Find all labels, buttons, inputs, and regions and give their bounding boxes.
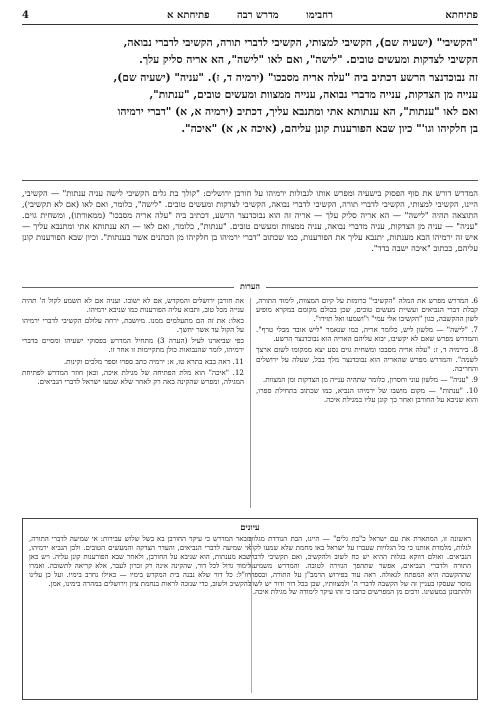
section-divider bbox=[22, 180, 478, 181]
iyunim-left-column: מבאר המדרש כי עיקר החורבן בא בשל שלוש עבירות: אי שמיעה לדברי התורה, אי שמיעה לדברי הנביאים, והעדר הצדקה והמעשים הטובים. ולכן הנביא ירמיהו, שבא מענתות, הוא שניבא על החורבן, ולאחר שבא הפורענות קונן עליה. ויש כאן לימוד גדול לכל דור, שהקינה אינה רק זכרון לעבר, אלא קריאה לתשובה. ואמרו חז"ל: כל דור שלא נבנה בית המקדש בימיו — כאילו נחרב בימיו. ועל כן עלינו להקשיב ולשוב, כדי שנזכה לראות בנחמת ציון וירושלים במהרה בימינו, אמן. bbox=[29, 535, 251, 588]
main-midrash-text bbox=[22, 34, 478, 172]
footnote: כאלו: את זה הם מתעלמים ממנו. מיושבת, ירחה עלולם הקשיבי לדברי ירמיהו על הקול עד אשר יחשך. bbox=[22, 316, 244, 335]
footnote: 9. "עניה" — מלשון עוני וחסרון, כלומר שתהיה ענייה מן הצדקות ומן המצוות. bbox=[262, 374, 478, 384]
column-divider bbox=[250, 298, 251, 508]
footnote: 10. "ענתות" — מקום מושבו של ירמיהו הנביא, כמו שכתוב בתחילת ספרו, והוא שניבא על החורבן ואחר כך קונן עליו במגילת איכה. bbox=[256, 385, 478, 404]
book-title-group bbox=[22, 10, 478, 21]
footnote: 8. בירמיה ד, ז: "עלה אריה מסבכו ומשחית גוים נסע יצא ממקומו לשום ארצך לשמה". והמדרש מפרש שהאריה הוא נבוכדנצר מלך בבל, שעלה על ירושלים והחריבה. bbox=[256, 345, 478, 373]
main-text-line: בן חלקיהו וגו'" כיון שבא הפורענות קונן עליהם, (איכה א, א) "איכה". bbox=[181, 122, 478, 136]
notes-heading-row bbox=[22, 282, 478, 292]
iyunim-column-divider bbox=[251, 537, 252, 693]
footnote: 6. המדרש מפרש את המלה "הקשיבי" כרומזת על קיום המצוות, לימוד התורה, קבלת דברי הנביאים ועשיית מעשים טובים, שכן בכולם מקומם במקרא מופיע לשון ההקשבה, כגון "הקשיבו אלי עמי" ו"ושמעו ואל תזידו". bbox=[256, 296, 478, 324]
footnote: כפי שביארנו לעיל (הערה 3) מתחיל המדרש בפסוקי ישעיהו ומסיים בדברי ירמיהו, לומר שהנבואות כולן מתקיימות זו אחר זו. bbox=[22, 336, 244, 355]
main-text-line: ענייה מן הצדקות, ענייה מדברי נבואה, ענייה ממצוות ומעשים טובים, "ענתות", bbox=[149, 87, 478, 101]
page-number: 4 bbox=[22, 10, 29, 21]
book-title: מדרש רבה bbox=[237, 10, 279, 21]
notes-heading: הערות bbox=[234, 281, 266, 291]
iyunim-box bbox=[22, 518, 478, 700]
footnote: 11. ראה בבא בתרא טו, א: ירמיה כתב ספרו וספר מלכים וקינות. bbox=[63, 356, 244, 366]
footnotes-left-column bbox=[22, 296, 244, 512]
footnote: 7. "לישה" — מלשון ליש, כלומר אריה, כמו שנאמר "ליש אובד מבלי טרף". והמדרש מפרש שאם לא יקשיבו, יבוא עליהם האריה הוא נבוכדנצר הרשע. bbox=[256, 325, 478, 344]
footnotes-right-column bbox=[256, 296, 478, 512]
footnote: 12. "איכה" הוא מלת הפתיחה של מגילת איכה, וכאן חוזר המדרש לפתיחת המגילה, ומפרש שהקינה באה רק לאחר שלא שמעו ישראל לדברי הנביאים. bbox=[22, 367, 244, 386]
main-text-line: "הקשיבי" (ישעיה שם), הקשיבי למצותי, הקשיבי לדברי תורה, הקשיבי לדברי נבואה, bbox=[123, 36, 478, 49]
section-name-left: פתיחתא א bbox=[167, 10, 210, 21]
section-name-right: פתיחתא bbox=[445, 10, 478, 21]
main-text-line: ואם לאו "ענתות", הא ענתותא אתי ומתנבא עליך, דכתיב (ירמיה א, א) "דברי ירמיהו bbox=[117, 105, 478, 119]
iyunim-heading: עיונים bbox=[240, 523, 260, 533]
commentary-paragraph: המדרש דורש את סוף הפסוק בישעיה ומפרש אותו לגבולות ירמיהו על חורבן ירושלים: "קולך בת גלים הקשיבי לישה עניה ענתות" — הקשיבי, היינו, הקשיבי למצותי, הקשיבי לדברי תורה, הקשיבי לדברי נבואה, הקשיבי לצדקות ומעשים טובים. "לישה", כלומר, ואם לאו (אם לא תקשיבי), התוצאה תהיה "לישה" — הא אריה סליק עלך — אריה זה הוא נבוכדנצר הרשע, דכתיב ביה "עלה אריה מסבכו" (ממאורתו), ומשחית גוים. "עניה" — עניה מן הצדקות, עניה מדברי נבואה, עניה ממצוות ומעשים טובים. "ענתות", כלומר, ואם לאו — הא ענתותא אתי ומתנבא עליך — איש זה ירמיהו הבא מענתות, יתנבא עליך את הפורענות, כמו שכתוב "דברי ירמיהו בן חלקיהו מן הכהנים אשר בענתות". וכיון שבא הפורענות קונן עליהם, ככתוב "איכה ישבה בדד". bbox=[22, 188, 478, 253]
footnote: את חורבן ירושלים והמקדש, אם לא ישובו. ועניה אם לא תשמע לקול ה' תהיה ענייה מכל טוב, ותבוא עליה הפורענות כמו שניבא ירמיהו. bbox=[22, 296, 244, 315]
running-header bbox=[22, 8, 478, 25]
main-text-line: זה נבוכדנצר הרשע דכתיב ביה "עלה אריה מסבכו" (ירמיה ד, ז). "עניה" (ישעיה שם), bbox=[113, 70, 478, 84]
iyunim-right-column: ראשונה זו, המתארת את עם ישראל כ"בת גלים" — היינו, הבת הנודדת מגלות לגלות, מלמדת אותנו כי כל הגלויות שעברו על ישראל באו מחמת שלא שמעו לקול הנביאים. ואולם דווקא בגלות ההיא יש כח לשוב ולהקשיב, ואם תקשיבי לדברי התורה ולדברי הנביאים, אפשר שתהפך הגזירה לטובה. והמדרש משמיענו שההקשבה היא המפתח לגאולה. ראה עוד בפירוש הרמב"ן על התורה, ובספרי מוסר שעסקו בעניין זה של הקשבה לדברי ה' ולמצוותיו, שכן בכל דור ודור יש לשוב ולהתבונן במעשינו. ורבים מן המפרשים כתבו כי זהו עיקר לימודה של מגילת איכה. bbox=[249, 535, 471, 597]
main-text-line: הקשיבי לצדקות ומעשים טובים. "לישה", ואם לאו "לישה", הא אריה סליק עלך. bbox=[139, 53, 478, 67]
subtitle: רחבימו bbox=[306, 10, 333, 21]
